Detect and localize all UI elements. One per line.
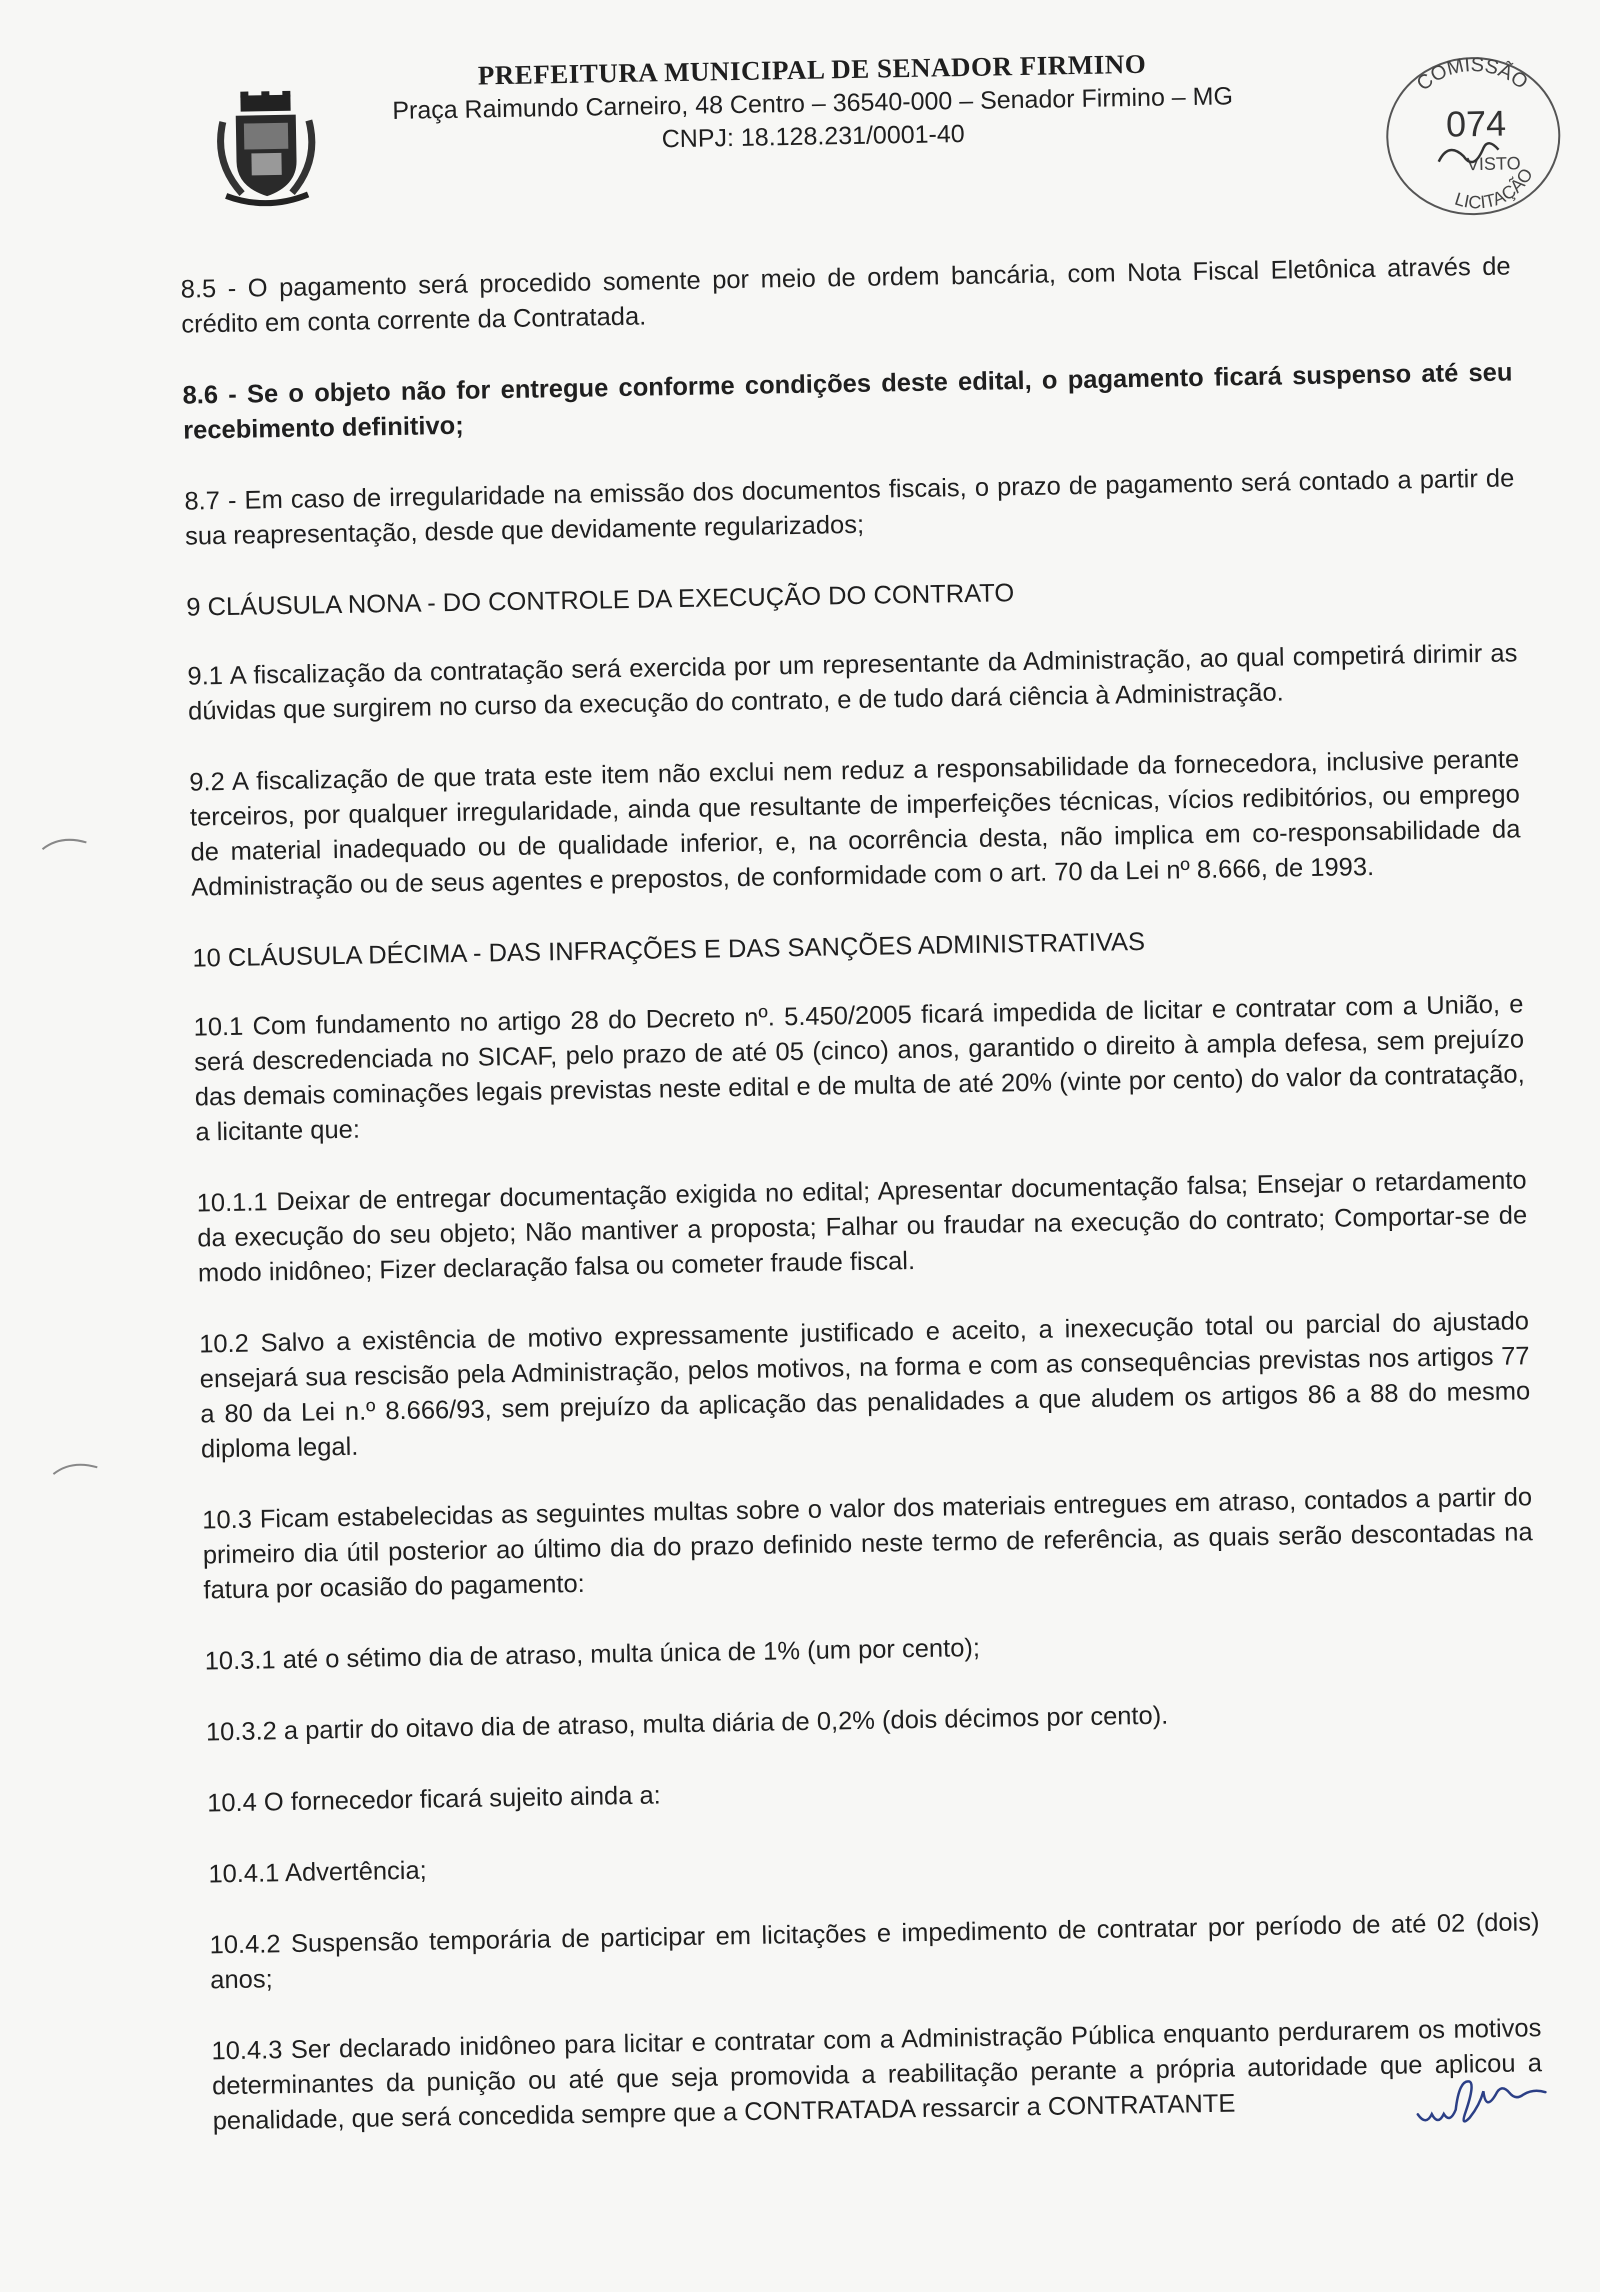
letterhead bbox=[212, 44, 1414, 162]
clause-paragraph: 10.4 O fornecedor ficará sujeito ainda a: bbox=[206, 1781, 661, 1818]
municipality-address: Praça Raimundo Carneiro, 48 Centro – 36540-000 – Senador Firmino – MG bbox=[392, 82, 1234, 125]
clause-paragraph: 10.1.1 Deixar de entregar documentação exigida no edital; Apresentar documentação falsa; Ensejar o retardamento da execução do seu objeto; Não mantiver a proposta; Falhar ou fraudar na execução do contrato; Comportar-se de modo inidôneo; Fizer declaração falsa ou cometer fraude fiscal. bbox=[196, 1166, 1528, 1288]
svg-text:COMISSÃO bbox=[1412, 53, 1532, 96]
clause-paragraph: 10.3 Ficam estabelecidas as seguintes multas sobre o valor dos materiais entregues em atraso, contados a partir do primeiro dia útil posterior ao último dia do prazo definido neste termo de referência, as quais serão descontadas na fatura por ocasião do pagamento: bbox=[202, 1483, 1533, 1605]
stamp-number: 074 bbox=[1445, 102, 1507, 145]
stamp-top-text: COMISSÃO bbox=[1412, 53, 1532, 96]
clause-paragraph: 9.2 A fiscalização de que trata este item não exclui nem reduz a responsabilidade da fornecedora, inclusive perante terceiros, por qualquer irregularidade, ainda que resultante de imperfeições técnicas, vícios redibitórios, ou emprego de material inadequado ou de qualidade inferior, e, na ocorrência desta, não implica em co-responsabilidade da Administração ou de seus agentes e prepostos, de conformidade com o art. 70 da Lei nº 8.666, de 1993. bbox=[189, 745, 1521, 902]
clause-paragraph: 8.5 - O pagamento será procedido somente por meio de ordem bancária, com Nota Fiscal Eletônica através de crédito em conta corrente da Contratada. bbox=[180, 252, 1511, 339]
clause-paragraph: 9.1 A fiscalização da contratação será exercida por um representante da Administração, ao qual competirá dirimir as dúvidas que surgirem no curso da execução do contrato, e de tudo dará ciência à Administração. bbox=[187, 639, 1518, 726]
margin-mark bbox=[40, 832, 90, 853]
stamp-bottom-text: LICITAÇÃO bbox=[1452, 164, 1537, 213]
clause-paragraph: 10.1 Com fundamento no artigo 28 do Decreto nº. 5.450/2005 ficará impedida de licitar e contratar com a União, e será descredenciada no SICAF, pelo prazo de até 05 (cinco) anos, garantido o direito à ampla defesa, sem prejuízo das demais cominações legais previstas neste edital e de multa de até 20% (vinte por cento) do valor da contratação, a licitante que: bbox=[193, 990, 1525, 1147]
handwritten-initials bbox=[1412, 2066, 1583, 2139]
clause-paragraph: 10.4.3 Ser declarado inidôneo para licitar e contratar com a Administração Pública enquanto perdurarem os motivos determinantes da punição ou até que seja promovida a reabilitação perante a própria autoridade que aplicou a penalidade, que será concedida sempre que a CONTRATADA ressarcir a CONTRATANTE bbox=[211, 2014, 1543, 2136]
municipality-cnpj: CNPJ: 18.128.231/0001-40 bbox=[661, 119, 965, 154]
clause-paragraph: 10.4.1 Advertência; bbox=[208, 1856, 427, 1889]
clause-paragraph: 10.3.2 a partir do oitavo dia de atraso, multa diária de 0,2% (dois décimos por cento). bbox=[205, 1701, 1169, 1747]
clause-paragraph: 8.6 - Se o objeto não for entregue conforme condições deste edital, o pagamento ficará suspenso até seu recebimento definitivo; bbox=[182, 358, 1513, 445]
stamp-visto: VISTO bbox=[1466, 153, 1521, 175]
clause-paragraph: 10.4.2 Suspensão temporária de participar em licitações e impedimento de contratar por período de até 02 (dois) anos; bbox=[209, 1908, 1540, 1995]
document-body bbox=[180, 249, 1543, 2175]
municipality-name: PREFEITURA MUNICIPAL DE SENADOR FIRMINO bbox=[477, 48, 1147, 91]
clause-paragraph: 10.2 Salvo a existência de motivo expressamente justificado e aceito, a inexecução total ou parcial do ajustado ensejará sua rescisão pela Administração, pelos motivos, na forma e com as consequências previstas nos artigos 77 a 80 da Lei n.º 8.666/93, sem prejuízo da aplicação das penalidades a que aludem os artigos 86 a 88 do mesmo diploma legal. bbox=[198, 1307, 1531, 1464]
section-heading: 10 CLÁUSULA DÉCIMA - DAS INFRAÇÕES E DAS SANÇÕES ADMINISTRATIVAS bbox=[192, 927, 1146, 973]
margin-mark bbox=[51, 1457, 101, 1478]
section-heading: 9 CLÁUSULA NONA - DO CONTROLE DA EXECUÇÃO DO CONTRATO bbox=[186, 579, 1015, 622]
clause-paragraph: 10.3.1 até o sétimo dia de atraso, multa única de 1% (um por cento); bbox=[204, 1633, 981, 1676]
clause-paragraph: 8.7 - Em caso de irregularidade na emissão dos documentos fiscais, o prazo de pagamento será contado a partir de sua reapresentação, desde que devidamente regularizados; bbox=[184, 464, 1515, 551]
commission-stamp bbox=[1377, 44, 1570, 222]
